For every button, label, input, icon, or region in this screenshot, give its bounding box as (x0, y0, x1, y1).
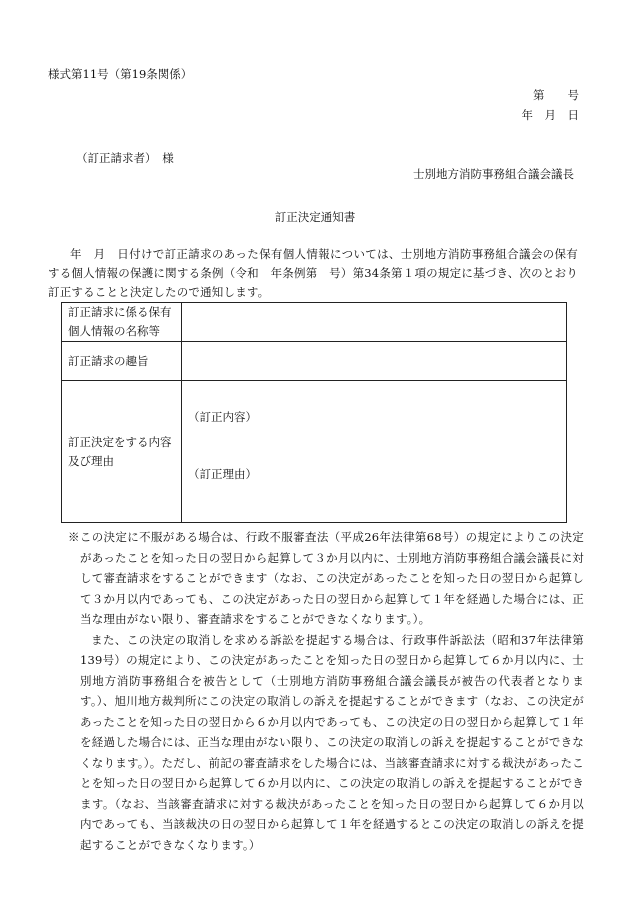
note-appeal: ※この決定に不服がある場合は、行政不服審査法（平成26年法律第68号）の規定によりこの決定があったことを知った日の翌日から起算して３か月以内に、士別地方消防事務組合議会議長に対して審査請求をすることができます（なお、この決定があったことを知った日の翌日から起算して３か月以内であっても、この決定があった日の翌日から起算して１年を経過した場合には、正当な理由がない限り、審査請求をすることができなくなります。）。 (68, 530, 584, 626)
correction-reason-label: （訂正理由） (188, 466, 257, 481)
document-number: 第 号 (533, 88, 579, 102)
document-title: 訂正決定通知書 (274, 210, 356, 224)
note-lawsuit: また、この決定の取消しを求める訴訟を提起する場合は、行政事件訴訟法（昭和37年法律第139号）の規定により、この決定があったことを知った日の翌日から起算して６か月以内に、士別地方消防事務組合を被告として（士別地方消防事務組合議会議長が被告の代表者となります。）、旭川地方裁判所にこの決定の取消しの訴えを提起することができます（なお、この決定があったことを知った日の翌日から６か月以内であっても、この決定の日の翌日から起算して１年を経過した場合には、正当な理由がない限り、この決定の取消しの訴えを提起することができなくなります。）。ただし、前記の審査請求をした場合には、当該審査請求に対する裁決があったことを知った日の翌日から起算して６か月以内に、この決定の取消しの訴えを提起することができます。（なお、当該審査請求に対する裁決があったことを知った日の翌日から起算して６か月以内であっても、当該裁決の日の翌日から起算して１年を経過するとこの決定の取消しの訴えを提起することができなくなります。） (80, 632, 584, 852)
row-label-request-purpose: 訂正請求の趣旨 (62, 342, 182, 381)
table-row (62, 342, 567, 381)
body-text: 年 月 日付けで訂正請求のあった保有個人情報については、士別地方消防事務組合議会の保有する個人情報の保護に関する条例（令和 年条例第 号）第34条第１項の規定に基づき、次のとおり訂正することと決定したので通知します。 (48, 247, 578, 299)
form-number: 様式第11号（第19条関係） (48, 67, 193, 81)
row-value-decision (182, 381, 567, 523)
correction-content-label: （訂正内容） (188, 409, 257, 424)
row-value-request-purpose (182, 342, 567, 381)
table-row (62, 381, 567, 523)
sender: 士別地方消防事務組合議会議長 (413, 167, 574, 181)
notes (68, 527, 584, 855)
decision-table (61, 302, 567, 523)
row-label-info-name: 訂正請求に係る保有個人情報の名称等 (62, 303, 182, 342)
addressee: （訂正請求者） 様 (76, 151, 174, 165)
row-label-decision: 訂正決定をする内容及び理由 (62, 381, 182, 523)
issue-date: 年 月 日 (521, 108, 579, 122)
table-row (62, 303, 567, 342)
row-value-info-name (182, 303, 567, 342)
